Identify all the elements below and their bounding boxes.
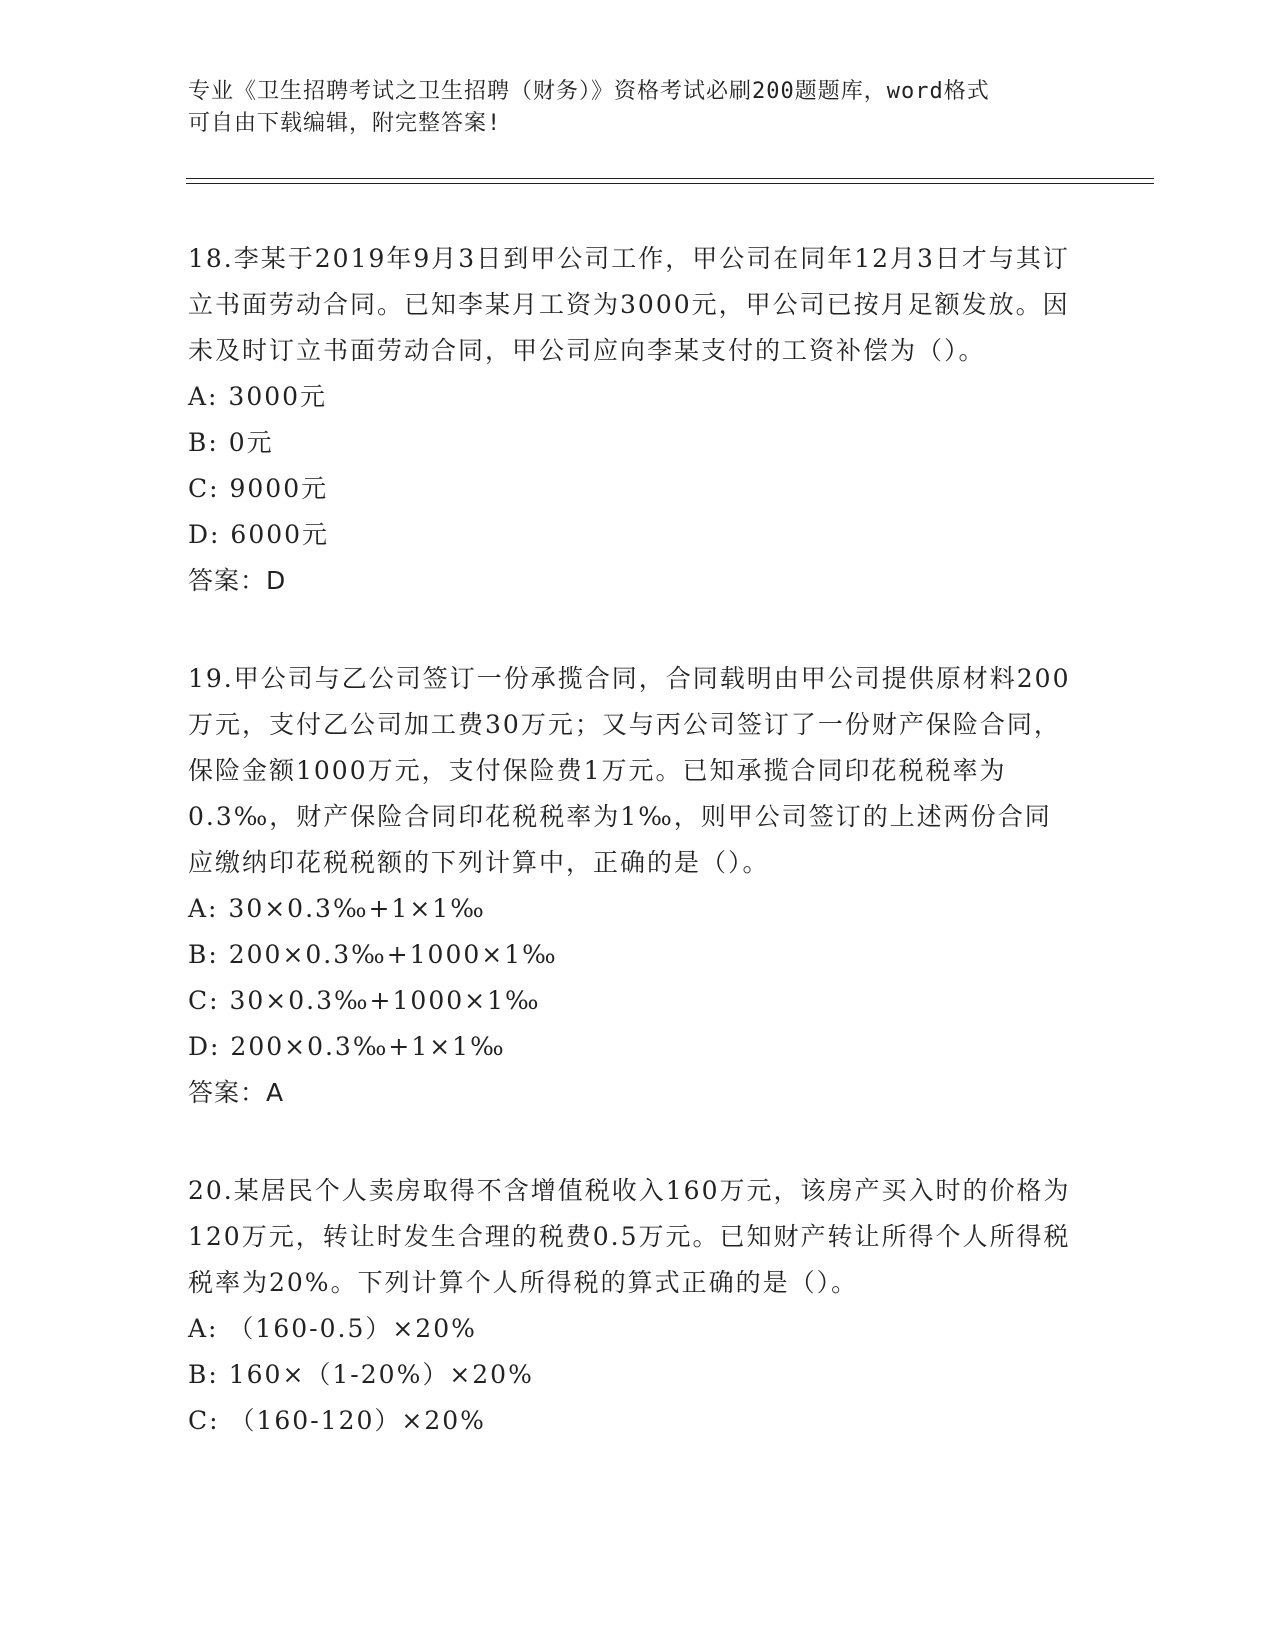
header-divider-top (186, 178, 1154, 179)
document-header (188, 76, 1088, 140)
option-d: D: 6000元 (188, 520, 330, 549)
option-b: B: 200×0.3‰+1000×1‰ (188, 940, 558, 969)
option-a: A: 3000元 (188, 382, 328, 411)
question-20 (188, 1168, 1078, 1444)
option-c: C: （160-120）×20% (188, 1406, 486, 1435)
option-a: A: （160-0.5）×20% (188, 1314, 477, 1343)
question-stem: 18.李某于2019年9月3日到甲公司工作，甲公司在同年12月3日才与其订立书面劳动合同。已知李某月工资为3000元，甲公司已按月足额发放。因未及时订立书面劳动合同，甲公司应向李某支付的工资补偿为（）。 (188, 244, 1070, 365)
question-stem: 20.某居民个人卖房取得不含增值税收入160万元，该房产买入时的价格为120万元，转让时发生合理的税费0.5万元。已知财产转让所得个人所得税税率为20%。下列计算个人所得税的算式正确的是（）。 (188, 1176, 1071, 1297)
question-stem: 19.甲公司与乙公司签订一份承揽合同，合同载明由甲公司提供原材料200万元，支付乙公司加工费30万元；又与丙公司签订了一份财产保险合同，保险金额1000万元，支付保险费1万元。已知承揽合同印花税税率为0.3‰，财产保险合同印花税税率为1‰，则甲公司签订的上述两份合同应缴纳印花税税额的下列计算中，正确的是（）。 (188, 664, 1071, 877)
header-divider-bottom (186, 183, 1154, 184)
question-19 (188, 656, 1078, 1116)
question-list (188, 236, 1078, 1496)
option-c: C: 30×0.3‰+1000×1‰ (188, 986, 541, 1015)
option-c: C: 9000元 (188, 474, 329, 503)
answer: 答案：D (188, 566, 287, 595)
header-line-2: 可自由下载编辑，附完整答案! (188, 111, 502, 136)
question-18 (188, 236, 1078, 604)
option-d: D: 200×0.3‰+1×1‰ (188, 1032, 506, 1061)
option-b: B: 0元 (188, 428, 274, 457)
header-line-1: 专业《卫生招聘考试之卫生招聘（财务）》资格考试必刷200题题库，word格式 (188, 79, 990, 104)
option-b: B: 160×（1-20%）×20% (188, 1360, 534, 1389)
option-a: A: 30×0.3‰+1×1‰ (188, 894, 486, 923)
answer: 答案：A (188, 1078, 285, 1107)
